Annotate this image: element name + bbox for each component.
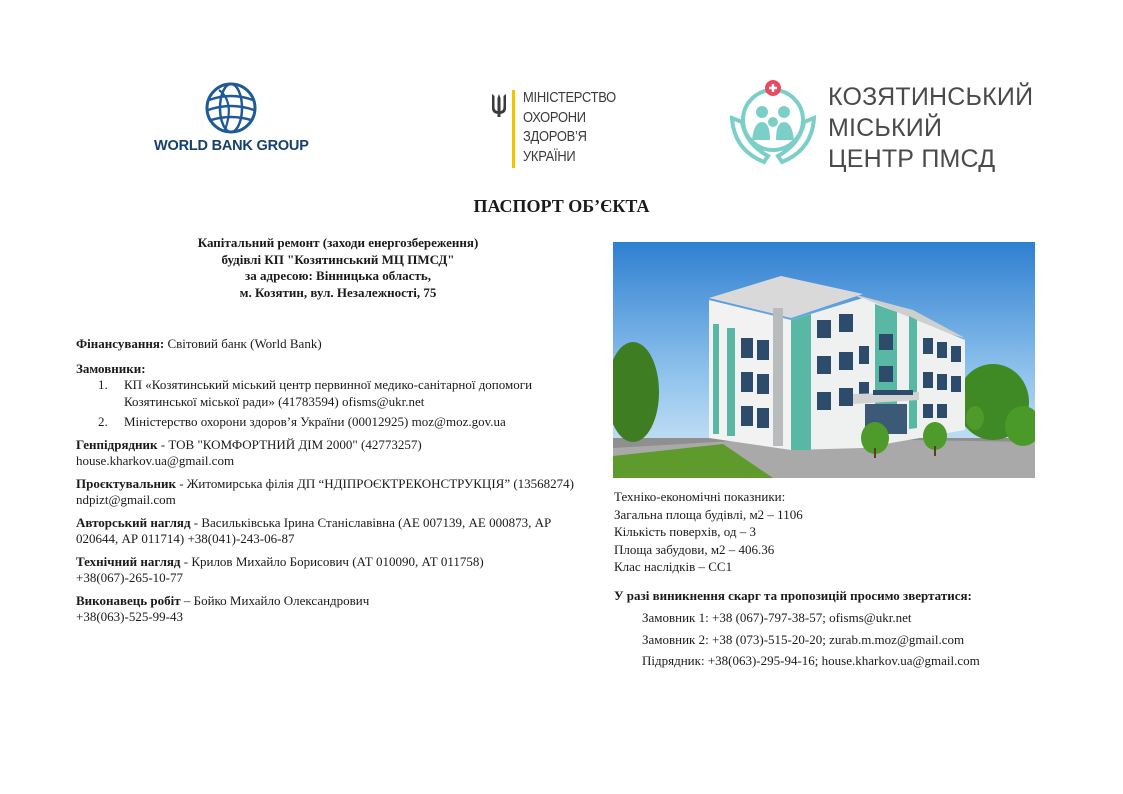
- list-item: 1. КП «Козятинський міський центр первинної медико-санітарної допомоги Козятинської міської ради» (41783594) ofisms@ukr.net: [98, 377, 533, 409]
- contact-line: Підрядник: +38(063)-295-94-16; house.kharkov.ua@gmail.com: [642, 653, 980, 668]
- technical-indicators: Техніко-економічні показники: Загальна площа будівлі, м2 – 1106 Кількість поверхів, од – 3 Площа забудови, м2 – 406.36 Клас наслідків – СС1: [614, 489, 803, 574]
- contacts-title: У разі виникнення скарг та пропозицій просимо звертатися:: [614, 588, 972, 603]
- general-contractor: Генпідрядник - ТОВ "КОМФОРТНИЙ ДІМ 2000" (42773257) house.kharkov.ua@gmail.com: [76, 436, 422, 468]
- customers-list: [76, 377, 596, 431]
- center-name: КОЗЯТИНСЬКИЙ МІСЬКИЙ ЦЕНТР ПМСД: [828, 83, 1034, 173]
- ministry-name: МІНІСТЕРСТВО ОХОРОНИ ЗДОРОВ’Я УКРАЇНИ: [523, 89, 616, 165]
- object-details: [76, 336, 596, 632]
- care-hands-icon: [728, 78, 818, 174]
- author-supervision: Авторський нагляд - Васильківська Ірина Станіславівна (АЕ 007139, АЕ 000873, АР 020644, АР 011714) +38(041)-243-06-87: [76, 514, 552, 546]
- center-logo: [728, 78, 1048, 178]
- world-bank-text: WORLD BANK GROUP: [154, 138, 309, 154]
- globe-icon: [205, 82, 257, 134]
- contact-line: Замовник 1: +38 (067)-797-38-57; ofisms@ukr.net: [642, 610, 912, 625]
- trident-icon: [490, 92, 508, 118]
- ministry-accent-bar: [512, 90, 515, 168]
- list-item: 2. Міністерство охорони здоров’я України (00012925) moz@moz.gov.ua: [98, 414, 506, 429]
- contacts-list: [642, 607, 1072, 672]
- project-description: Капітальний ремонт (заходи енергозбереження) будівлі КП "Козятинський МЦ ПМСД" за адресою: Вінницька область, м. Козятин, вул. Незалежності, 75: [197, 235, 479, 300]
- executor: Виконавець робіт – Бойко Михайло Олександрович +38(063)-525-99-43: [76, 592, 370, 624]
- designer: Проєктувальник - Житомирська філія ДП “НДІПРОЄКТРЕКОНСТРУКЦІЯ” (13568274) ndpizt@gmail.com: [76, 475, 574, 507]
- ministry-logo: [490, 88, 630, 172]
- contact-line: Замовник 2: +38 (073)-515-20-20; zurab.m.moz@gmail.com: [642, 631, 965, 647]
- financing: Фінансування: Світовий банк (World Bank): [76, 336, 322, 351]
- technical-supervision: Технічний нагляд - Крилов Михайло Борисович (АТ 010090, АТ 011758) +38(067)-265-10-77: [76, 553, 484, 585]
- document-title: ПАСПОРТ ОБ’ЄКТА: [473, 196, 650, 216]
- building-photo: [613, 242, 1035, 478]
- world-bank-logo: [154, 82, 308, 156]
- customers: Замовники: 1. КП «Козятинський міський центр первинної медико-санітарної допомоги Козятинської міської ради» (41783594) ofisms@ukr.net 2. Міністерство охорони здоров’я України (00012925) moz@moz.gov.ua: [76, 361, 596, 431]
